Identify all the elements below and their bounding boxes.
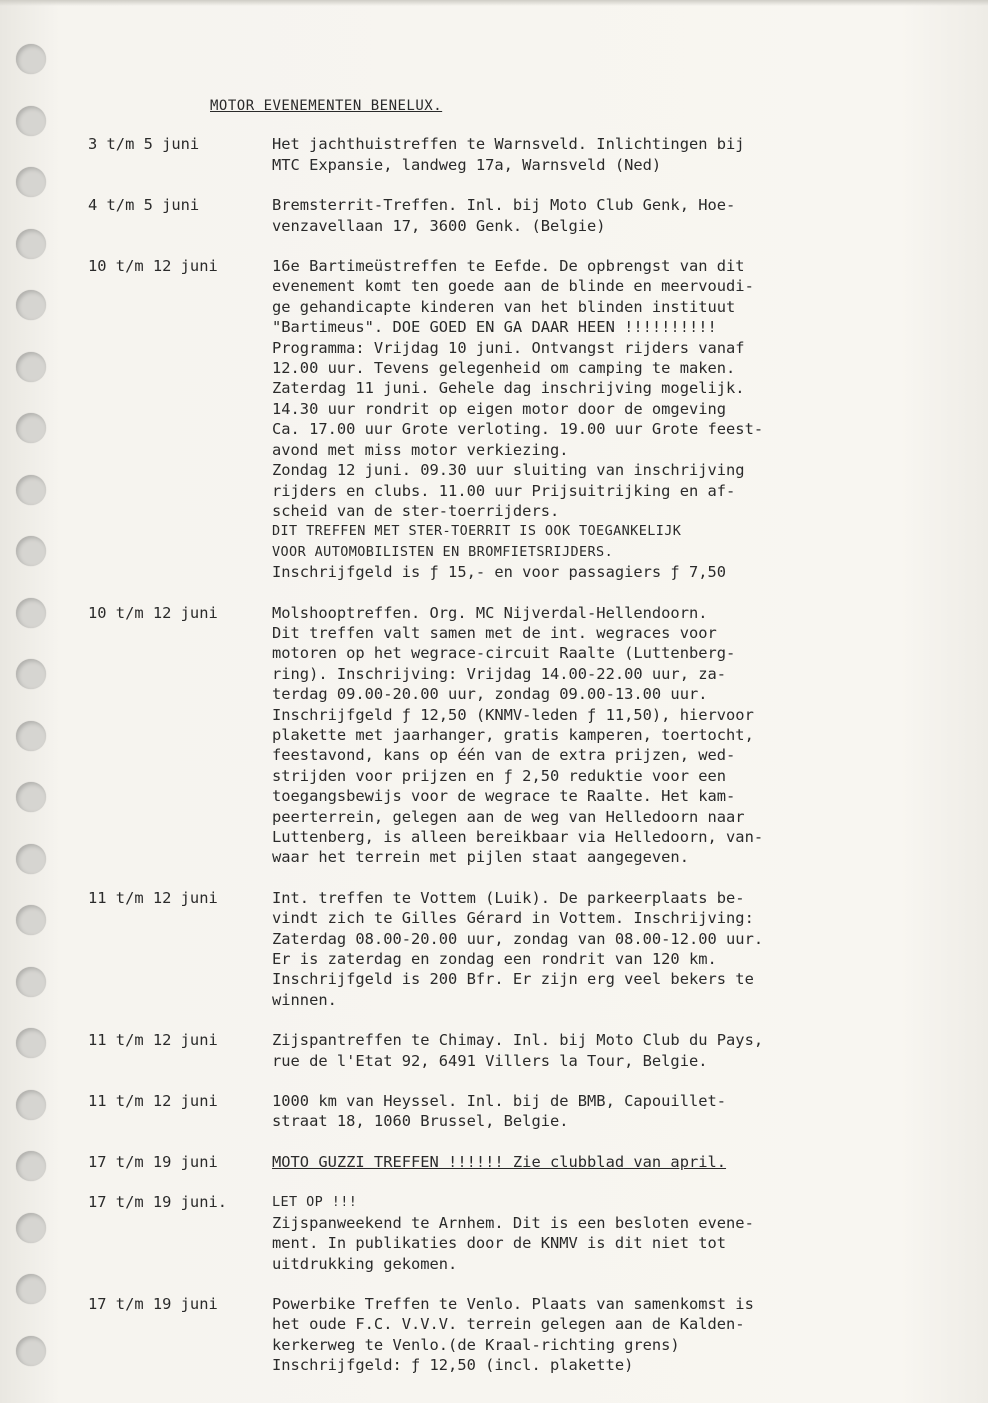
binder-hole (16, 905, 46, 935)
binder-hole (16, 229, 46, 259)
event-description (272, 1030, 938, 1071)
event-date: 3 t/m 5 juni (88, 135, 200, 154)
event-line: 1000 km van Heyssel. Inl. bij de BMB, Capouillet- (272, 1092, 727, 1111)
event-line: Ca. 17.00 uur Grote verloting. 19.00 uur Grote feest- (272, 420, 764, 439)
binder-hole (16, 1336, 46, 1366)
binder-hole (16, 721, 46, 751)
binder-hole (16, 1028, 46, 1058)
event-line: Molshooptreffen. Org. MC Nijverdal-Hellendoorn. (272, 603, 708, 622)
event-line: Er is zaterdag en zondag een rondrit van 120 km. (272, 950, 717, 969)
event-line: "Bartimeus". DOE GOED EN GA DAAR HEEN !!!!!!!!!! (272, 318, 717, 337)
event-line: Inschrijfgeld is 200 Bfr. Er zijn erg veel bekers te (272, 970, 754, 989)
event-date: 10 t/m 12 juni (88, 603, 218, 622)
binder-hole (16, 1274, 46, 1304)
event-line: ment. In publikaties door de KNMV is dit niet tot (272, 1234, 727, 1253)
event-line: 14.30 uur rondrit op eigen motor door de omgeving (272, 399, 727, 418)
binder-hole (16, 782, 46, 812)
event-line: Zaterdag 11 juni. Gehele dag inschrijving mogelijk. (272, 379, 745, 398)
event-line: Zondag 12 juni. 09.30 uur sluiting van inschrijving (272, 461, 745, 480)
binder-hole (16, 352, 46, 382)
event-line: Int. treffen te Vottem (Luik). De parkeerplaats be- (272, 888, 745, 907)
event-date: 11 t/m 12 juni (88, 888, 218, 907)
event-entry (88, 1091, 938, 1132)
event-description (272, 195, 938, 236)
event-description (272, 1192, 938, 1274)
event-line: feestavond, kans op één van de extra prijzen, wed- (272, 746, 736, 765)
event-line: Inschrijfgeld is ƒ 15,- en voor passagiers ƒ 7,50 (272, 563, 727, 582)
binder-hole (16, 1090, 46, 1120)
event-line: uitdrukking gekomen. (272, 1254, 458, 1273)
event-line: toegangsbewijs voor de wegrace te Raalte. Het kam- (272, 787, 736, 806)
event-line: Programma: Vrijdag 10 juni. Ontvangst rijders vanaf (272, 338, 745, 357)
event-line: winnen. (272, 990, 337, 1009)
event-line: rue de l'Etat 92, 6491 Villers la Tour, Belgie. (272, 1051, 708, 1070)
event-line: peerterrein, gelegen aan de weg van Helledoorn naar (272, 807, 745, 826)
event-line: het oude F.C. V.V.V. terrein gelegen aan de Kalden- (272, 1315, 745, 1334)
event-date: 10 t/m 12 juni (88, 257, 218, 276)
event-description (272, 256, 938, 583)
binder-hole (16, 1213, 46, 1243)
event-line: MTC Expansie, landweg 17a, Warnsveld (Ned) (272, 155, 662, 174)
document-content (88, 96, 938, 1396)
event-line: MOTO GUZZI TREFFEN !!!!!! Zie clubblad van april. (272, 1152, 727, 1171)
event-line: kerkerweg te Venlo.(de Kraal-richting grens) (272, 1335, 680, 1354)
event-line: motoren op het wegrace-circuit Raalte (Luttenberg- (272, 644, 736, 663)
event-description (272, 134, 938, 175)
binder-hole (16, 413, 46, 443)
binder-hole (16, 475, 46, 505)
event-line: terdag 09.00-20.00 uur, zondag 09.00-13.00 uur. (272, 685, 708, 704)
binder-hole (16, 44, 46, 74)
binder-hole (16, 1151, 46, 1181)
event-date: 17 t/m 19 juni (88, 1152, 218, 1171)
binder-hole (16, 659, 46, 689)
event-line: waar het terrein met pijlen staat aangegeven. (272, 848, 689, 867)
event-date: 4 t/m 5 juni (88, 196, 200, 215)
binder-holes (16, 30, 50, 1403)
event-line: 16e Bartimeüstreffen te Eefde. De opbrengst van dit (272, 257, 745, 276)
event-line: Bremsterrit-Treffen. Inl. bij Moto Club Genk, Hoe- (272, 196, 736, 215)
event-line: scheid van de ster-toerrijders. (272, 501, 560, 520)
event-line: 12.00 uur. Tevens gelegenheid om camping te maken. (272, 359, 736, 378)
event-entry (88, 256, 938, 583)
binder-hole (16, 536, 46, 566)
event-line: vindt zich te Gilles Gérard in Vottem. Inschrijving: (272, 909, 754, 928)
event-date: 11 t/m 12 juni (88, 1031, 218, 1050)
page-top-edge (0, 0, 988, 6)
event-entry (88, 1152, 938, 1172)
event-line: Luttenberg, is alleen bereikbaar via Helledoorn, van- (272, 828, 764, 846)
event-line: LET OP !!! (272, 1194, 358, 1211)
event-entry (88, 1192, 938, 1274)
event-line: Zijspantreffen te Chimay. Inl. bij Moto Club du Pays, (272, 1031, 764, 1050)
event-line: Dit treffen valt samen met de int. wegraces voor (272, 623, 717, 642)
event-line: rijders en clubs. 11.00 uur Prijsuitrijking en af- (272, 481, 736, 500)
event-entry (88, 134, 938, 175)
event-line: straat 18, 1060 Brussel, Belgie. (272, 1112, 569, 1131)
event-description (272, 603, 938, 868)
binder-hole (16, 598, 46, 628)
event-line: ge gehandicapte kinderen van het blinden instituut (272, 297, 736, 316)
event-line: Zijspanweekend te Arnhem. Dit is een besloten evene- (272, 1213, 754, 1232)
event-line: Powerbike Treffen te Venlo. Plaats van samenkomst is (272, 1294, 754, 1313)
event-entry (88, 1030, 938, 1071)
event-line: venzavellaan 17, 3600 Genk. (Belgie) (272, 216, 606, 235)
event-line: ring). Inschrijving: Vrijdag 14.00-22.00 uur, za- (272, 664, 727, 683)
event-entry (88, 603, 938, 868)
document-title: MOTOR EVENEMENTEN BENELUX. (210, 98, 443, 114)
event-entry (88, 1294, 938, 1376)
event-description (272, 1152, 938, 1172)
event-description (272, 1091, 938, 1132)
binder-hole (16, 967, 46, 997)
event-date: 17 t/m 19 juni. (88, 1193, 227, 1212)
binder-hole (16, 844, 46, 874)
event-description (272, 888, 938, 1010)
event-description (272, 1294, 938, 1376)
event-entry (88, 195, 938, 236)
binder-hole (16, 106, 46, 136)
event-line: Inschrijfgeld ƒ 12,50 (KNMV-leden ƒ 11,50), hiervoor (272, 705, 754, 724)
event-line: plakette met jaarhanger, gratis kamperen, toertocht, (272, 725, 754, 744)
event-date: 11 t/m 12 juni (88, 1092, 218, 1111)
event-line: Inschrijfgeld: ƒ 12,50 (incl. plakette) (272, 1356, 634, 1375)
event-entry (88, 888, 938, 1010)
event-line: strijden voor prijzen en ƒ 2,50 reduktie voor een (272, 766, 727, 785)
event-line: Het jachthuistreffen te Warnsveld. Inlichtingen bij (272, 135, 745, 154)
event-line: VOOR AUTOMOBILISTEN EN BROMFIETSRIJDERS. (272, 543, 614, 560)
event-line: evenement komt ten goede aan de blinde en meervoudi- (272, 277, 754, 296)
event-line: Zaterdag 08.00-20.00 uur, zondag van 08.00-12.00 uur. (272, 929, 764, 948)
event-line: avond met miss motor verkiezing. (272, 440, 569, 459)
binder-hole (16, 167, 46, 197)
event-date: 17 t/m 19 juni (88, 1294, 218, 1313)
binder-hole (16, 290, 46, 320)
event-line: DIT TREFFEN MET STER-TOERRIT IS OOK TOEGANKELIJK (272, 523, 682, 540)
